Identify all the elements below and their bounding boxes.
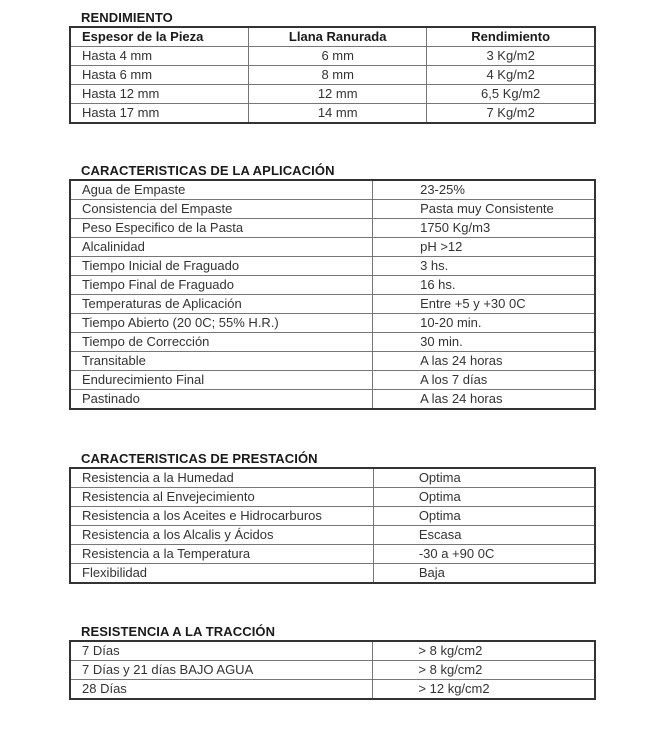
table-row <box>70 507 595 526</box>
table-cell: Optima <box>373 488 595 507</box>
table-cell: 6,5 Kg/m2 <box>427 85 595 104</box>
table-cell: 7 Kg/m2 <box>427 104 595 124</box>
table-row <box>70 352 595 371</box>
table-cell: 14 mm <box>249 104 427 124</box>
table-cell: 23-25% <box>373 180 595 200</box>
table-row <box>70 641 595 661</box>
table-cell: Optima <box>373 468 595 488</box>
table-row <box>70 104 595 124</box>
prestacion-table <box>69 467 596 584</box>
column-header: Rendimiento <box>427 27 595 47</box>
table-cell: Pasta muy Consistente <box>373 200 595 219</box>
table-row <box>70 488 595 507</box>
table-cell: Resistencia a los Alcalis y Ácidos <box>70 526 373 545</box>
rendimiento-title: RENDIMIENTO <box>81 10 173 25</box>
table-row <box>70 390 595 410</box>
traccion-section <box>69 624 596 700</box>
table-cell: 8 mm <box>249 66 427 85</box>
table-cell: Resistencia a la Temperatura <box>70 545 373 564</box>
prestacion-section <box>69 451 596 584</box>
table-cell: Tiempo Final de Fraguado <box>70 276 373 295</box>
table-cell: Temperaturas de Aplicación <box>70 295 373 314</box>
table-cell: 7 Días <box>70 641 373 661</box>
aplicacion-section <box>69 163 596 410</box>
table-cell: Peso Especifico de la Pasta <box>70 219 373 238</box>
traccion-table <box>69 640 596 700</box>
table-cell: Transitable <box>70 352 373 371</box>
aplicacion-title: CARACTERISTICAS DE LA APLICACIÓN <box>81 163 335 178</box>
table-cell: Alcalinidad <box>70 238 373 257</box>
column-header: Llana Ranurada <box>249 27 427 47</box>
table-row <box>70 468 595 488</box>
table-cell: Baja <box>373 564 595 584</box>
table-cell: 3 Kg/m2 <box>427 47 595 66</box>
table-cell: Hasta 4 mm <box>70 47 249 66</box>
table-cell: Endurecimiento Final <box>70 371 373 390</box>
table-cell: > 8 kg/cm2 <box>373 641 595 661</box>
table-header-row <box>70 27 595 47</box>
table-cell: 7 Días y 21 días BAJO AGUA <box>70 661 373 680</box>
table-cell: Optima <box>373 507 595 526</box>
table-cell: pH >12 <box>373 238 595 257</box>
table-cell: A los 7 días <box>373 371 595 390</box>
table-row <box>70 257 595 276</box>
prestacion-title: CARACTERISTICAS DE PRESTACIÓN <box>81 451 318 466</box>
table-row <box>70 545 595 564</box>
table-row <box>70 564 595 584</box>
table-cell: A las 24 horas <box>373 352 595 371</box>
table-row <box>70 333 595 352</box>
table-row <box>70 295 595 314</box>
table-row <box>70 661 595 680</box>
table-cell: 30 min. <box>373 333 595 352</box>
table-cell: Entre +5 y +30 0C <box>373 295 595 314</box>
table-cell: Tiempo Inicial de Fraguado <box>70 257 373 276</box>
table-cell: Tiempo de Corrección <box>70 333 373 352</box>
table-row <box>70 47 595 66</box>
table-row <box>70 85 595 104</box>
table-cell: 6 mm <box>249 47 427 66</box>
table-cell: Flexibilidad <box>70 564 373 584</box>
table-cell: -30 a +90 0C <box>373 545 595 564</box>
table-cell: 12 mm <box>249 85 427 104</box>
table-cell: A las 24 horas <box>373 390 595 410</box>
column-header: Espesor de la Pieza <box>70 27 249 47</box>
table-cell: Hasta 6 mm <box>70 66 249 85</box>
table-row <box>70 238 595 257</box>
table-row <box>70 66 595 85</box>
table-cell: 4 Kg/m2 <box>427 66 595 85</box>
table-cell: Resistencia al Envejecimiento <box>70 488 373 507</box>
table-row <box>70 371 595 390</box>
table-row <box>70 526 595 545</box>
table-cell: Pastinado <box>70 390 373 410</box>
table-row <box>70 219 595 238</box>
table-cell: Hasta 17 mm <box>70 104 249 124</box>
table-cell: Tiempo Abierto (20 0C; 55% H.R.) <box>70 314 373 333</box>
table-cell: 1750 Kg/m3 <box>373 219 595 238</box>
table-row <box>70 680 595 700</box>
rendimiento-table <box>69 26 596 124</box>
table-cell: > 12 kg/cm2 <box>373 680 595 700</box>
table-row <box>70 200 595 219</box>
table-cell: Resistencia a los Aceites e Hidrocarburos <box>70 507 373 526</box>
table-cell: Hasta 12 mm <box>70 85 249 104</box>
table-cell: 10-20 min. <box>373 314 595 333</box>
table-row <box>70 314 595 333</box>
table-row <box>70 276 595 295</box>
aplicacion-table <box>69 179 596 410</box>
table-cell: 28 Días <box>70 680 373 700</box>
table-row <box>70 180 595 200</box>
traccion-title: RESISTENCIA A LA TRACCIÓN <box>81 624 276 639</box>
table-cell: 16 hs. <box>373 276 595 295</box>
table-cell: Resistencia a la Humedad <box>70 468 373 488</box>
table-cell: Escasa <box>373 526 595 545</box>
table-cell: Agua de Empaste <box>70 180 373 200</box>
table-cell: Consistencia del Empaste <box>70 200 373 219</box>
table-cell: > 8 kg/cm2 <box>373 661 595 680</box>
table-cell: 3 hs. <box>373 257 595 276</box>
rendimiento-section <box>69 10 596 124</box>
